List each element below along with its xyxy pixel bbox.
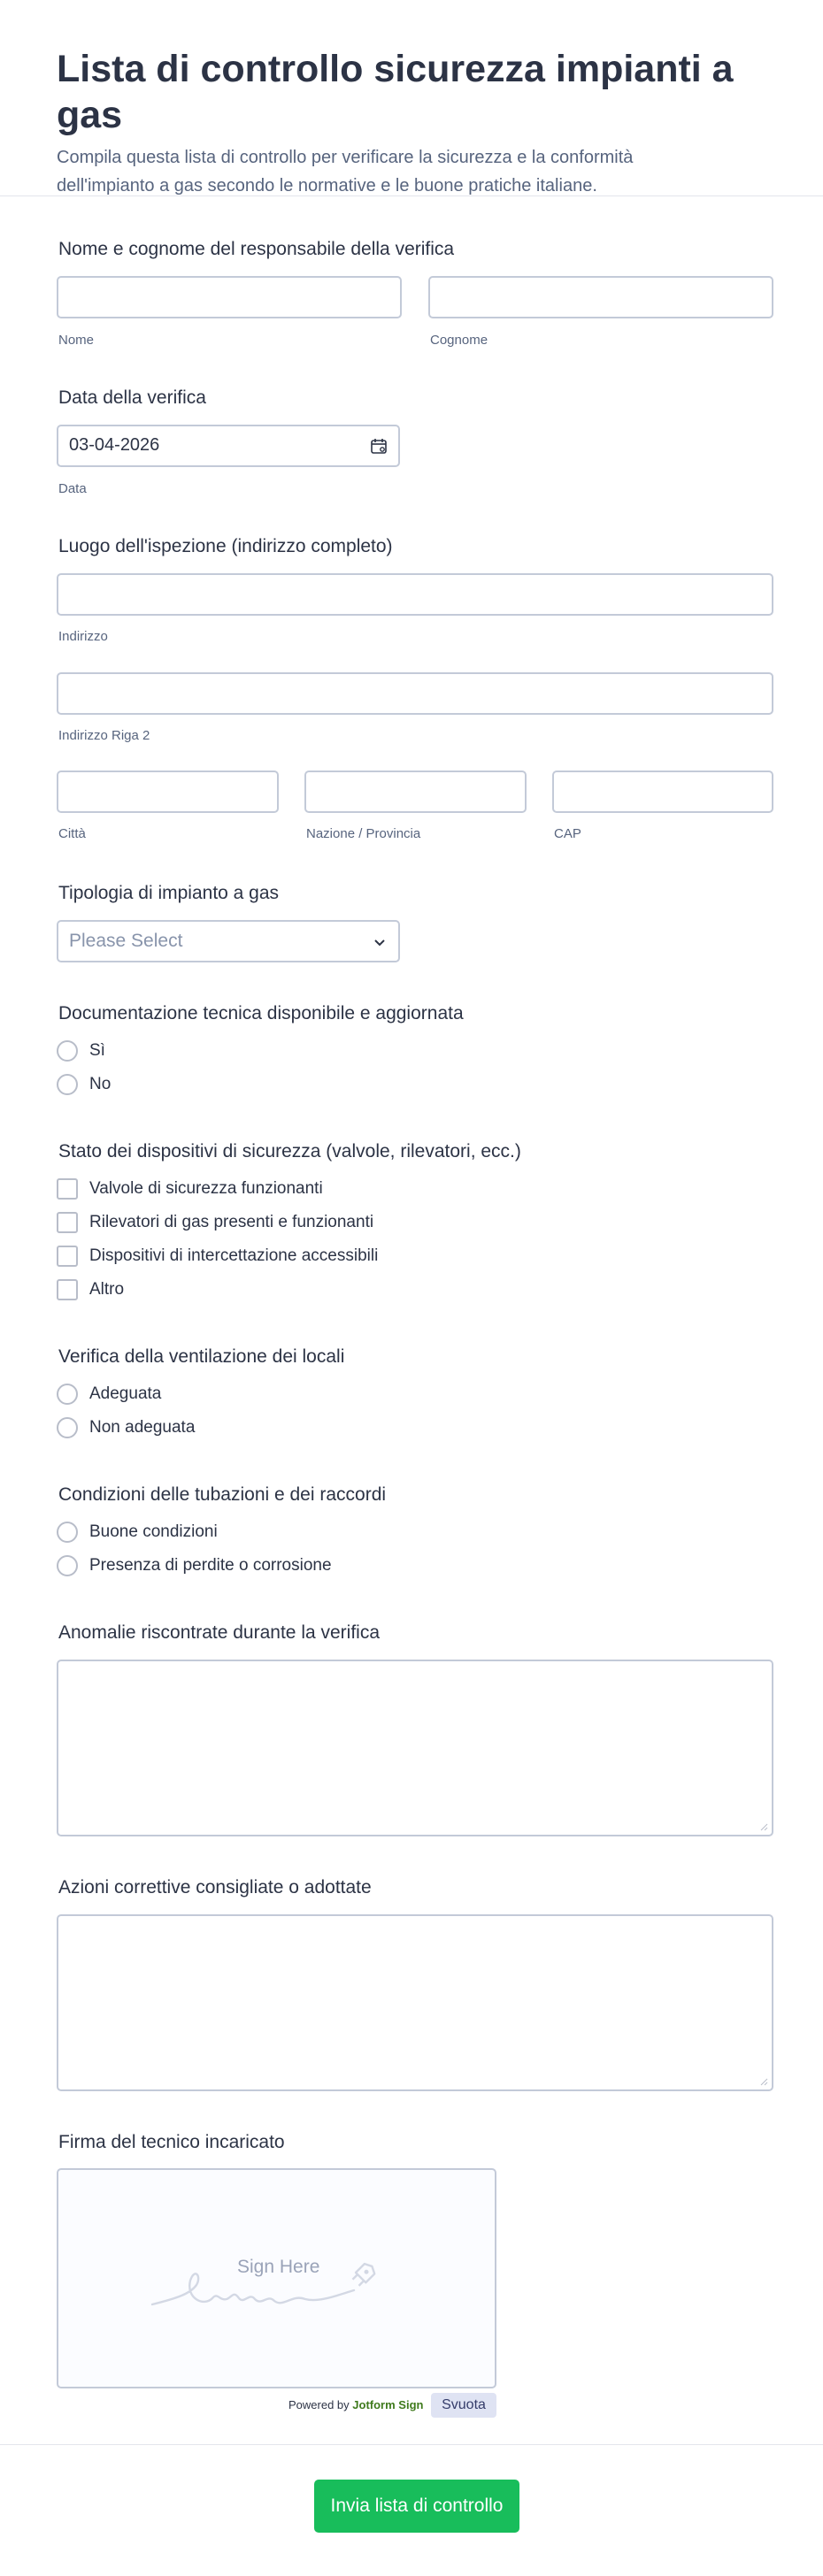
zip-sublabel: CAP [554,826,581,841]
date-label: Data della verifica [58,387,206,408]
province-sublabel: Nazione / Provincia [306,826,421,841]
clear-signature-button[interactable]: Svuota [431,2393,496,2418]
pipes-option-label: Buone condizioni [89,1522,218,1541]
chevron-down-icon [372,934,388,950]
powered-by-text [288,2398,423,2411]
footer-divider [0,2444,823,2445]
safety-devices-option-label: Valvole di sicurezza funzionanti [89,1179,323,1198]
date-sublabel: Data [58,481,87,496]
address-input[interactable] [57,573,773,616]
safety-devices-checkbox[interactable] [57,1246,78,1267]
province-input[interactable] [304,770,527,813]
documentation-radio-no[interactable] [57,1074,78,1095]
ventilation-option-label: Non adeguata [89,1418,196,1437]
address-sublabel: Indirizzo [58,629,108,644]
first-name-input[interactable] [57,276,402,318]
resize-handle-icon[interactable] [759,2077,768,2086]
location-label: Luogo dell'ispezione (indirizzo completo) [58,536,393,556]
documentation-label: Documentazione tecnica disponibile e aggiornata [58,1003,464,1024]
plant-type-label: Tipologia di impianto a gas [58,883,280,903]
safety-devices-label: Stato dei dispositivi di sicurezza (valvole, rilevatori, ecc.) [58,1141,521,1162]
safety-devices-checkbox[interactable] [57,1212,78,1233]
form-subtitle: Compila questa lista di controllo per verificare la sicurezza e la conformità dell'impianto a gas secondo le normative e le buone pratiche italiane. [57,148,634,196]
anomalies-textarea[interactable] [57,1660,773,1836]
signature-placeholder: Sign Here [237,2257,320,2277]
address-line2-input[interactable] [57,672,773,715]
responsible-label: Nome e cognome del responsabile della verifica [58,239,455,259]
ventilation-option-label: Adeguata [89,1384,162,1403]
calendar-icon[interactable] [370,437,388,455]
city-input[interactable] [57,770,279,813]
signature-scribble-icon [150,2250,407,2320]
jotform-sign-brand[interactable]: Jotform Sign [352,2398,424,2411]
pipes-option-label: Presenza di perdite o corrosione [89,1556,332,1575]
last-name-input[interactable] [428,276,773,318]
documentation-option-label: Sì [89,1041,105,1060]
safety-devices-option-label: Dispositivi di intercettazione accessibili [89,1246,379,1265]
address-line2-sublabel: Indirizzo Riga 2 [58,728,150,743]
documentation-option-label: No [89,1075,112,1093]
submit-button[interactable]: Invia lista di controllo [314,2480,519,2533]
safety-devices-option-label: Rilevatori di gas presenti e funzionanti [89,1213,374,1231]
pipes-label: Condizioni delle tubazioni e dei raccordi [58,1484,387,1505]
first-name-sublabel: Nome [58,333,95,348]
plant-type-placeholder: Please Select [69,931,183,951]
anomalies-label: Anomalie riscontrate durante la verifica [58,1622,381,1643]
actions-label: Azioni correttive consigliate o adottate [58,1877,372,1898]
signature-label: Firma del tecnico incaricato [58,2132,285,2152]
form-title: Lista di controllo sicurezza impianti a gas [57,48,734,136]
form-header [0,0,823,196]
safety-devices-checkbox[interactable] [57,1178,78,1200]
date-value: 03-04-2026 [69,435,160,455]
ventilation-radio[interactable] [57,1384,78,1405]
last-name-sublabel: Cognome [430,333,488,348]
documentation-radio-yes[interactable] [57,1040,78,1062]
zip-input[interactable] [552,770,773,813]
pipes-radio[interactable] [57,1555,78,1576]
actions-textarea[interactable] [57,1914,773,2091]
pipes-radio[interactable] [57,1522,78,1543]
resize-handle-icon[interactable] [759,1822,768,1831]
plant-type-select[interactable] [57,920,400,962]
signature-pad[interactable] [57,2168,496,2388]
ventilation-radio[interactable] [57,1417,78,1438]
safety-devices-checkbox[interactable] [57,1279,78,1300]
ventilation-label: Verifica della ventilazione dei locali [58,1346,345,1367]
safety-devices-option-label: Altro [89,1280,125,1299]
city-sublabel: Città [58,826,86,841]
date-input[interactable] [57,425,400,467]
powered-by-label: Powered by [288,2398,350,2411]
